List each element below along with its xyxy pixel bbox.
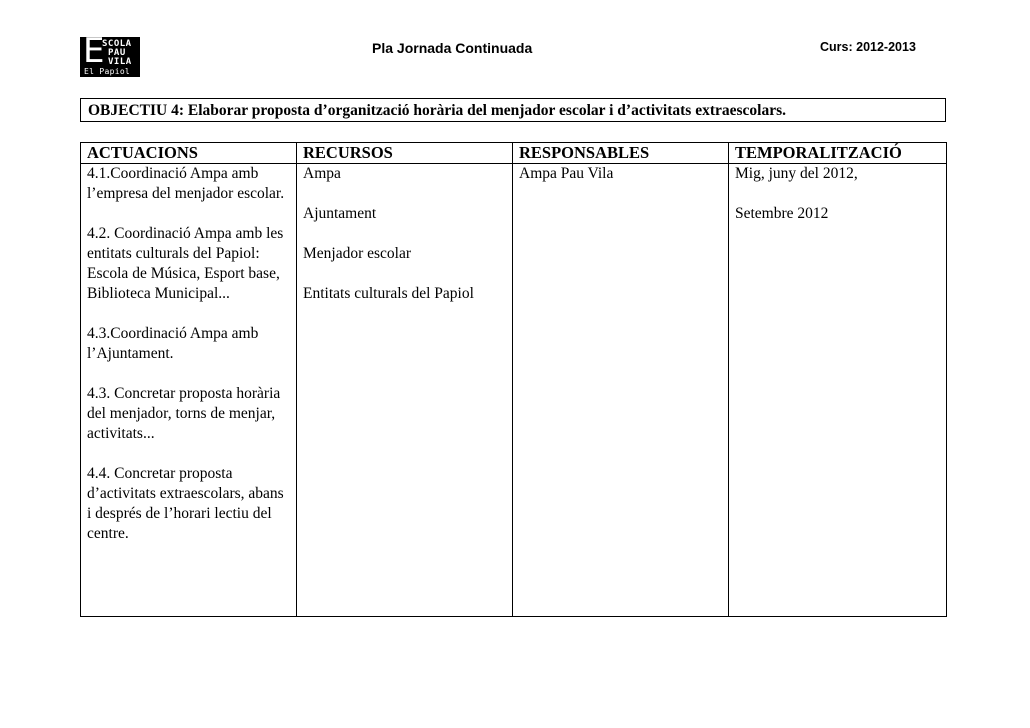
responsable-item: Ampa Pau Vila	[519, 165, 614, 182]
header-recursos: RECURSOS	[297, 143, 513, 164]
logo-line-2: PAU	[108, 48, 126, 58]
actuacio-item: 4.2. Coordinació Ampa amb les entitats culturals del Papiol: Escola de Música, Esport base, Biblioteca Municipal...	[87, 225, 284, 302]
recursos-cell	[297, 164, 513, 617]
actuacio-item: 4.3. Concretar proposta horària del menjador, torns de menjar, activitats...	[87, 385, 281, 442]
actuacio-item: 4.1.Coordinació Ampa amb l’empresa del menjador escolar.	[87, 165, 285, 202]
logo-line-3: VILA	[108, 57, 132, 67]
table-header-row	[81, 143, 947, 164]
responsables-cell	[513, 164, 729, 617]
actuacio-item: 4.4. Concretar proposta d’activitats extraescolars, abans i després de l’horari lectiu del centre.	[87, 465, 284, 542]
recurs-item: Ajuntament	[303, 205, 377, 222]
document-title: Pla Jornada Continuada	[372, 40, 533, 56]
header-responsables: RESPONSABLES	[513, 143, 729, 164]
temporalitzacio-cell	[729, 164, 947, 617]
logo-initial: E	[83, 31, 105, 71]
header-actuacions: ACTUACIONS	[81, 143, 297, 164]
logo-line-4: El Papiol	[84, 67, 131, 76]
recurs-item: Menjador escolar	[303, 245, 412, 262]
objective-box: OBJECTIU 4: Elaborar proposta d’organització horària del menjador escolar i d’activitats extraescolars.	[80, 98, 946, 122]
temporalitzacio-item: Mig, juny del 2012,	[735, 165, 858, 182]
table-row	[81, 164, 947, 617]
recurs-item: Entitats culturals del Papiol	[303, 285, 474, 302]
plan-table	[80, 142, 947, 617]
school-logo	[80, 31, 140, 77]
recurs-item: Ampa	[303, 165, 341, 182]
actuacio-item: 4.3.Coordinació Ampa amb l’Ajuntament.	[87, 325, 259, 362]
temporalitzacio-item: Setembre 2012	[735, 205, 829, 222]
course-label: Curs: 2012-2013	[820, 40, 916, 54]
actuacions-cell	[81, 164, 297, 617]
logo-line-1: SCOLA	[102, 39, 132, 49]
header-temporalitzacio: TEMPORALITZACIÓ	[729, 143, 947, 164]
